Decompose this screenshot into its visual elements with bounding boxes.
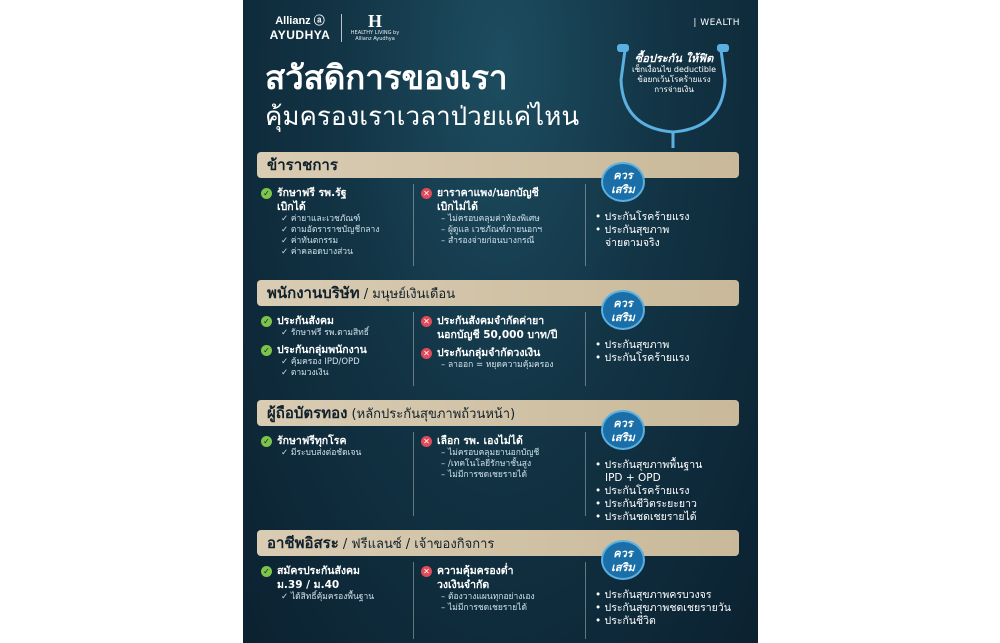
pro-detail: ✓ ค่าคลอดบางส่วน (281, 247, 353, 257)
con-detail: – สำรองจ่ายก่อนบางกรณี (441, 236, 535, 246)
pro-item: รักษาฟรี รพ.รัฐ (277, 187, 347, 199)
con-detail: – ผู้ดูแล เวชภัณฑ์ภายนอกฯ (441, 225, 543, 235)
pro-detail: ✓ มีระบบส่งต่อชัดเจน (281, 448, 362, 458)
recommend-badge (601, 162, 645, 202)
recommend-item: • ประกันโรคร้ายแรง (595, 352, 690, 364)
callout-line-3: การจ่ายเงิน (654, 85, 694, 94)
con-detail: – /เทคโนโลยีรักษาชั้นสูง (441, 459, 532, 469)
recommend-item: • ประกันชีวิตระยะยาว (595, 498, 697, 510)
recommend-item: • ประกันโรคร้ายแรง (595, 211, 690, 223)
callout-line-2: ข้อยกเว้นโรคร้ายแรง (637, 75, 711, 84)
callout-title: ซื้อประกัน ให้ฟิต (634, 52, 714, 65)
recommend-item: • ประกันชดเชยรายได้ (595, 511, 697, 523)
section-header (257, 152, 739, 178)
section-header (257, 280, 739, 306)
badge-label-1: ควร (613, 169, 633, 182)
section-title: พนักงานบริษัท (267, 284, 360, 302)
logo2-mark: H (367, 11, 382, 31)
section-header (257, 530, 739, 556)
recommend-item: • ประกันสุขภาพชดเชยรายวัน (595, 602, 731, 614)
con-detail: – ไม่มีการชดเชยรายได้ (441, 603, 527, 613)
con-detail: – ไม่ครอบคลุมยานอกบัญชี (441, 448, 540, 458)
con-detail: – ต้องวางแผนทุกอย่างเอง (441, 592, 535, 602)
recommend-badge (601, 290, 645, 330)
con-item: ความคุ้มครองต่ำ (437, 565, 514, 577)
badge-label-1: ควร (613, 417, 633, 430)
pro-detail: ✓ รักษาฟรี รพ.ตามสิทธิ์ (281, 328, 369, 338)
cross-icon: ✕ (421, 188, 432, 199)
callout-line-1: เช็กเงื่อนไข deductible (631, 65, 717, 74)
recommend-item: จ่ายตามจริง (605, 237, 660, 249)
logo2-text: HEALTHY LIVING by Allianz Ayudhya (350, 30, 400, 42)
column-divider (413, 562, 414, 639)
pro-detail: ✓ ค่าทันตกรรม (281, 236, 339, 246)
badge-label-1: ควร (613, 297, 633, 310)
pro-item-line-2: ม.39 / ม.40 (277, 579, 340, 591)
pro-detail: ✓ ได้สิทธิ์คุ้มครองพื้นฐาน (281, 592, 375, 602)
recommend-item: • ประกันชีวิต (595, 615, 656, 627)
wealth-tag: | WEALTH (693, 18, 740, 28)
cross-icon: ✕ (421, 348, 432, 359)
badge-label-2: เสริม (611, 183, 635, 196)
logo-divider (341, 14, 342, 42)
column-divider (585, 432, 586, 516)
con-item: ประกันกลุ่มจำกัดวงเงิน (437, 347, 541, 359)
check-icon: ✓ (261, 316, 272, 327)
con-item: ยาราคาแพง/นอกบัญชี (437, 187, 539, 199)
recommend-item: • ประกันสุขภาพพื้นฐาน (595, 459, 703, 471)
recommend-badge (601, 540, 645, 580)
infographic-poster (243, 0, 758, 643)
pro-item: ประกันกลุ่มพนักงาน (277, 344, 367, 356)
recommend-item: • ประกันสุขภาพ (595, 339, 670, 351)
allianz-ayudhya-logo (265, 12, 335, 42)
pro-item: รักษาฟรีทุกโรค (277, 435, 347, 447)
pro-item-line-2: เบิกได้ (277, 201, 306, 213)
section-subtitle: / ฟรีแลนซ์ / เจ้าของกิจการ (338, 537, 495, 552)
pro-item: สมัครประกันสังคม (277, 565, 360, 577)
column-divider (413, 432, 414, 516)
healthy-living-logo (349, 12, 401, 42)
pro-detail: ✓ ตามอัตราราชบัญชีกลาง (281, 225, 380, 235)
pro-detail: ✓ ตามวงเงิน (281, 368, 329, 378)
badge-label-1: ควร (613, 547, 633, 560)
section-title: ข้าราชการ (267, 156, 338, 174)
con-detail: – ไม่ครอบคลุมค่าห้องพิเศษ (441, 214, 540, 224)
logo-line-2: AYUDHYA (269, 28, 331, 42)
callout-text (615, 52, 733, 95)
cross-icon: ✕ (421, 436, 432, 447)
recommend-item: • ประกันโรคร้ายแรง (595, 485, 690, 497)
recommend-item: IPD + OPD (605, 472, 661, 484)
pro-detail: ✓ คุ้มครอง IPD/OPD (281, 357, 360, 367)
column-divider (585, 562, 586, 639)
con-detail: – ลาออก = หยุดความคุ้มครอง (441, 360, 554, 370)
column-divider (585, 184, 586, 266)
badge-label-2: เสริม (611, 431, 635, 444)
check-icon: ✓ (261, 436, 272, 447)
cross-icon: ✕ (421, 566, 432, 577)
logo-line-1: Allianz ⓐ (275, 15, 325, 27)
con-item-line-2: เบิกไม่ได้ (437, 201, 478, 213)
con-detail: – ไม่มีการชดเชยรายได้ (441, 470, 527, 480)
section-subtitle: (หลักประกันสุขภาพถ้วนหน้า) (347, 407, 516, 422)
page-subtitle: คุ้มครองเราเวลาป่วยแค่ไหน (265, 102, 580, 132)
check-icon: ✓ (261, 188, 272, 199)
recommend-item: • ประกันสุขภาพครบวงจร (595, 589, 712, 601)
badge-label-2: เสริม (611, 561, 635, 574)
pro-item: ประกันสังคม (277, 315, 334, 327)
recommend-item: • ประกันสุขภาพ (595, 224, 670, 236)
column-divider (585, 312, 586, 386)
check-icon: ✓ (261, 566, 272, 577)
con-item-line-2: วงเงินจำกัด (437, 579, 490, 591)
con-item-line-2: นอกบัญชี 50,000 บาท/ปี (437, 329, 558, 341)
recommend-badge (601, 410, 645, 450)
check-icon: ✓ (261, 345, 272, 356)
section-subtitle: / มนุษย์เงินเดือน (359, 287, 456, 302)
column-divider (413, 312, 414, 386)
section-title: อาชีพอิสระ (267, 534, 339, 552)
page-title: สวัสดิการของเรา (265, 58, 508, 97)
section-header (257, 400, 739, 426)
column-divider (413, 184, 414, 266)
section-title: ผู้ถือบัตรทอง (267, 404, 348, 422)
con-item: เลือก รพ. เองไม่ได้ (437, 435, 523, 447)
badge-label-2: เสริม (611, 311, 635, 324)
cross-icon: ✕ (421, 316, 432, 327)
pro-detail: ✓ ค่ายาและเวชภัณฑ์ (281, 214, 361, 224)
con-item: ประกันสังคมจำกัดค่ายา (437, 315, 545, 327)
